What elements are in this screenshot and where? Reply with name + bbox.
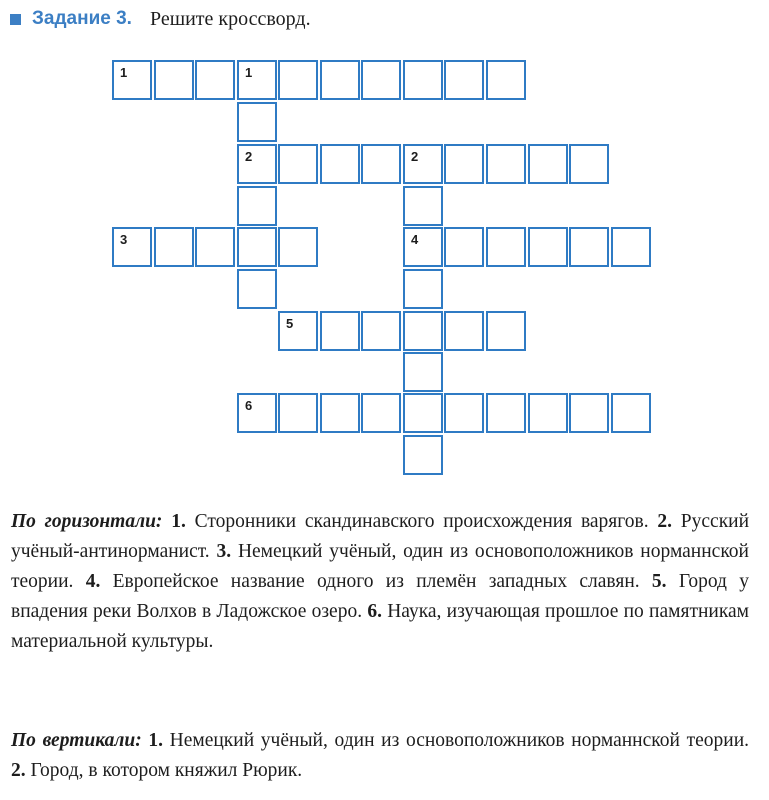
crossword-cell[interactable] (320, 311, 360, 351)
crossword-cell[interactable] (361, 60, 401, 100)
crossword-cell[interactable] (195, 227, 235, 267)
clue-number: 3. (216, 541, 232, 562)
clue-text: Сторонники скандинавского происхождения варягов. (194, 511, 649, 532)
crossword-cell[interactable] (237, 227, 277, 267)
crossword-cell[interactable] (486, 60, 526, 100)
crossword-cell[interactable] (528, 393, 568, 433)
crossword-cell[interactable] (320, 144, 360, 184)
crossword-cell[interactable] (237, 102, 277, 142)
crossword-cell[interactable] (112, 227, 152, 267)
clue-number: 2. (11, 760, 26, 781)
crossword-cell[interactable] (528, 227, 568, 267)
crossword-cell[interactable] (403, 311, 443, 351)
crossword-cell[interactable] (361, 393, 401, 433)
clue-number: 6 (245, 398, 253, 413)
crossword-cell[interactable] (237, 269, 277, 309)
crossword-cell[interactable] (278, 60, 318, 100)
clue-number: 1 (120, 65, 128, 80)
clue-number: 5 (286, 316, 294, 331)
crossword-cell[interactable] (486, 393, 526, 433)
crossword-cell[interactable] (278, 144, 318, 184)
crossword-cell[interactable] (403, 144, 443, 184)
crossword-cell[interactable] (486, 144, 526, 184)
clue-number: 3 (120, 232, 128, 247)
crossword-cell[interactable] (237, 186, 277, 226)
clue-text: Русский учёный-антинорманист. (11, 511, 750, 562)
crossword-cell[interactable] (444, 393, 484, 433)
crossword-cell[interactable] (403, 435, 443, 475)
clue-text: Немецкий учёный, один из основоположников норманнской теории. (11, 541, 749, 592)
clue-number: 4 (411, 232, 419, 247)
crossword-cell[interactable] (278, 393, 318, 433)
crossword-cell[interactable] (486, 227, 526, 267)
clue-number: 5. (651, 571, 667, 592)
clue-number: 4. (85, 571, 101, 592)
clue-text: Немецкий учёный, один из основоположников норманнской теории. (169, 730, 749, 751)
crossword-cell[interactable] (403, 227, 443, 267)
crossword-cell[interactable] (569, 144, 609, 184)
crossword-cell[interactable] (361, 144, 401, 184)
crossword-cell[interactable] (154, 227, 194, 267)
clue-number: 2. (657, 511, 673, 532)
clue-number: 2 (411, 149, 419, 164)
crossword-cell[interactable] (237, 60, 277, 100)
crossword-cell[interactable] (195, 60, 235, 100)
clue-text: Европейское название одного из племён западных славян. (112, 571, 640, 592)
crossword-cell[interactable] (486, 311, 526, 351)
clue-text: Наука, изучающая прошлое по памятникам материальной культуры. (11, 601, 750, 652)
crossword-cell[interactable] (403, 393, 443, 433)
crossword-cell[interactable] (528, 144, 568, 184)
clue-text: Город у впадения реки Волхов в Ладожское озеро. (11, 571, 749, 622)
crossword-cell[interactable] (320, 393, 360, 433)
crossword-cell[interactable] (320, 60, 360, 100)
clue-text: Город, в котором княжил Рюрик. (30, 760, 303, 781)
crossword-cell[interactable] (444, 227, 484, 267)
task-instruction: Решите кроссворд. (149, 7, 311, 30)
crossword-cell[interactable] (154, 60, 194, 100)
crossword-cell[interactable] (444, 311, 484, 351)
task-label: Задание 3. (32, 8, 132, 29)
crossword-cell[interactable] (112, 60, 152, 100)
clue-number: 1 (245, 65, 253, 80)
clue-number: 1. (171, 511, 186, 532)
vertical-clues (11, 726, 749, 786)
crossword-cell[interactable] (237, 393, 277, 433)
crossword-cell[interactable] (361, 311, 401, 351)
crossword-cell[interactable] (403, 352, 443, 392)
crossword-cell[interactable] (569, 393, 609, 433)
horizontal-clues (11, 507, 749, 657)
vertical-clues-title: По вертикали: (11, 730, 142, 751)
horizontal-clues-title: По горизонтали: (11, 511, 163, 532)
crossword-cell[interactable] (611, 393, 651, 433)
crossword-cell[interactable] (403, 186, 443, 226)
crossword-cell[interactable] (403, 269, 443, 309)
clue-number: 6. (367, 601, 382, 622)
crossword-cell[interactable] (237, 144, 277, 184)
crossword-cell[interactable] (278, 227, 318, 267)
crossword-cell[interactable] (569, 227, 609, 267)
clue-number: 2 (245, 149, 253, 164)
crossword-cell[interactable] (611, 227, 651, 267)
clue-number: 1. (148, 730, 163, 751)
crossword-cell[interactable] (278, 311, 318, 351)
crossword-cell[interactable] (403, 60, 443, 100)
crossword-cell[interactable] (444, 144, 484, 184)
crossword-cell[interactable] (444, 60, 484, 100)
